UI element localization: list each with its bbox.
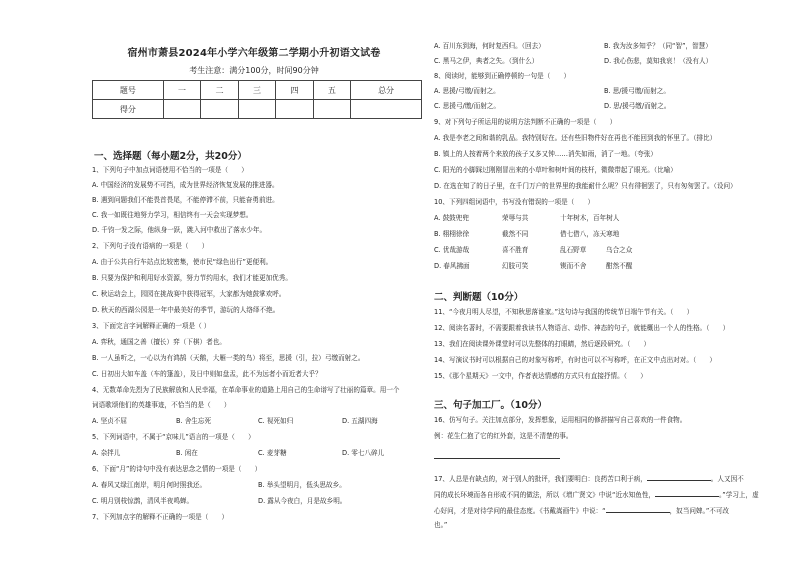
question-16-example: 例：花生仁抱了它的红外套，这是不清楚的事。 bbox=[434, 432, 573, 440]
option-7b: B. 我为汝多知乎？（同“智”，智慧） bbox=[604, 42, 712, 50]
judge-12: 12、阅读名著时，不需要跟着我读书人物语言、动作、神态的句子，就能概出一个人的性格。（ ） bbox=[434, 324, 730, 332]
score-cell: 一 bbox=[163, 81, 200, 100]
option-8b: B. 思/援弓缴/而射之。 bbox=[604, 87, 670, 95]
option-6b: B. 举头望明月，低头思故乡。 bbox=[258, 481, 346, 489]
option-1c: C. 我一如既往地努力学习，相信终有一天会实现梦想。 bbox=[92, 211, 253, 219]
question-17-line4: 也。” bbox=[434, 521, 448, 529]
option-4c: C. 视死如归 bbox=[258, 417, 294, 425]
option-10a-word: 十年树木，百年树人 bbox=[560, 214, 620, 222]
option-6c: C. 明月别枝惊鹊，清风半夜鸣蝉。 bbox=[92, 497, 194, 505]
score-input-cell[interactable] bbox=[238, 100, 275, 119]
score-cell: 二 bbox=[201, 81, 238, 100]
question-17-line3 bbox=[434, 505, 729, 516]
option-7d: D. 我心伤悲，莫知我哀！（没有人） bbox=[604, 57, 713, 65]
score-cell: 题号 bbox=[93, 81, 164, 100]
q17-text: 同的成长环境而各自形成不同的做法，所以《增广贤文》中说“近水知鱼性， bbox=[434, 491, 656, 499]
section-heading-choice: 一、选择题（每小题2分，共20分） bbox=[94, 151, 247, 162]
question-4: 4、无数革命先烈为了民族解放和人民幸福，在革命事业的道路上用自己的生命谱写了壮丽的篇章。用一个 bbox=[92, 386, 400, 394]
option-1a: A. 中国经济的发展势不可挡，成为世界经济恢复发展的推进器。 bbox=[92, 181, 279, 189]
option-7c: C. 黑马之伊，典者之失。（到什么） bbox=[434, 57, 539, 65]
score-input-cell[interactable] bbox=[351, 100, 422, 119]
option-10a-word: 荣辱与共 bbox=[502, 214, 529, 222]
answer-blank[interactable] bbox=[647, 473, 711, 481]
section-heading-sentence: 三、句子加工厂。（10分） bbox=[434, 400, 547, 411]
option-8d: D. 思/援弓缴/而射之。 bbox=[604, 102, 671, 110]
page-title: 宿州市萧县2024年小学六年级第二学期小升初语文试卷 bbox=[127, 48, 381, 59]
option-10b-word: B. 栩栩徐徐 bbox=[434, 230, 470, 238]
option-10a-word: A. 鼓鼓兜兜 bbox=[434, 214, 469, 222]
option-2c: C. 秋运动会上，园园在挑战赛中获得冠军，大家都为她鼓掌欢呼。 bbox=[92, 290, 286, 298]
question-7: 7、下列加点字的解释不正确的一项是（ ） bbox=[92, 513, 229, 521]
score-cell: 得分 bbox=[93, 100, 164, 119]
option-6d: D. 露从今夜白，月是故乡明。 bbox=[258, 497, 347, 505]
option-5c: C. 麦芽糖 bbox=[258, 449, 287, 457]
question-4-cont: 词语歌颂他们的英雄事迹，不恰当的是（ ） bbox=[92, 401, 231, 409]
option-10c-word: C. 优哉游哉 bbox=[434, 246, 470, 254]
option-10d-word: 锲而不舍 bbox=[560, 262, 587, 270]
question-2: 2、下列句子没有语病的一项是（ ） bbox=[92, 242, 209, 250]
option-10d-word: 幻肢可笑 bbox=[502, 262, 529, 270]
option-2b: B. 只要为保护和利用好水资源，努力节约用水，我们才能更加优秀。 bbox=[92, 274, 292, 282]
option-1b: B. 遇到问题我们不能畏首畏尾，不能停滞不前，只能奋勇前进。 bbox=[92, 196, 279, 204]
option-10b-word: 截然不同 bbox=[502, 230, 529, 238]
q17-text: 17、人总是有缺点的，对于别人的批评，我们要明白：良药苦口利于病， bbox=[434, 475, 647, 483]
q17-text: 。”学习上，虚 bbox=[719, 491, 759, 499]
judge-15: 15、《那个星期天》一文中，作者表达情感的方式只有直接抒情。（ ） bbox=[434, 372, 647, 380]
option-2d: D. 秋天的西湖公园是一年中最美好的季节，游玩的人络绎不绝。 bbox=[92, 306, 280, 314]
score-cell: 总分 bbox=[351, 81, 422, 100]
option-10c-word: 喜不胜育 bbox=[502, 246, 529, 254]
score-cell: 五 bbox=[313, 81, 350, 100]
option-6a: A. 春风又绿江南岸，明月何时照我还。 bbox=[92, 481, 207, 489]
option-5b: B. 闲在 bbox=[176, 449, 198, 457]
option-8c: C. 思援弓/缴/而射之。 bbox=[434, 102, 500, 110]
option-3a: A. 弈秋，通国之善（擅长）弈（下棋）者也。 bbox=[92, 338, 226, 346]
score-input-cell[interactable] bbox=[276, 100, 313, 119]
judge-13: 13、我们在阅读课外课堂时可以先整体的打眼睛，然后逐段研究。（ ） bbox=[434, 340, 651, 348]
question-1: 1、下列句子中加点词语使用不恰当的一项是（ ） bbox=[92, 166, 248, 174]
score-cell: 三 bbox=[238, 81, 275, 100]
option-9b: B. 镇上的人按着两个来放的孩子又多又钟……消失如雨，消了一地。（夸张） bbox=[434, 150, 658, 158]
option-2a: A. 由于公共自行车站点比较密集，使市民“绿色出行”更便利。 bbox=[92, 258, 273, 266]
option-4b: B. 舍生忘死 bbox=[176, 417, 212, 425]
score-input-cell[interactable] bbox=[313, 100, 350, 119]
option-3c: C. 日初出大如车盖（车的篷盖），及日中则如盘盂，此不为远者小而近者大乎？ bbox=[92, 370, 322, 378]
option-8a: A. 思援/弓缴/而射之。 bbox=[434, 87, 500, 95]
option-9c: C. 阳光的小脚踩过刚刚冒出来的小草叶和树叶间的枝杆，微微带起了眼光。（比喻） bbox=[434, 166, 677, 174]
score-cell: 四 bbox=[276, 81, 313, 100]
judge-11: 11、“今夜月明人尽望，不知秋思落谁家。”这句诗与我国的传统节日端午节有关。（ ） bbox=[434, 308, 694, 316]
option-1d: D. 千钧一发之际，他纵身一跃，跳入河中救出了落水少年。 bbox=[92, 226, 267, 234]
option-9d: D. 在选在知了的日子里，在千门万户的世界里的我能耐什么呢？只有徘徊罢了，只有匆匆罢了。（设问） bbox=[434, 182, 737, 190]
option-9a: A. 我是李老之间和谐的乳品。我特别好在。还有些旧物件好在再也不能回到我的怀里了。（排比） bbox=[434, 134, 717, 142]
option-10d-word: D. 春风拂面 bbox=[434, 262, 470, 270]
q17-text: 。人又因不 bbox=[710, 475, 744, 483]
answer-blank[interactable] bbox=[606, 505, 670, 513]
score-input-cell[interactable] bbox=[201, 100, 238, 119]
question-17-line2 bbox=[434, 489, 759, 500]
question-17-line1 bbox=[434, 473, 744, 484]
exam-notice: 考生注意：满分100分，时间90分钟 bbox=[189, 66, 319, 75]
option-4a: A. 坚贞不屈 bbox=[92, 417, 127, 425]
option-4d: D. 五湖四海 bbox=[342, 417, 378, 425]
score-table-header-row bbox=[93, 81, 422, 100]
answer-line-16[interactable] bbox=[434, 458, 560, 459]
judge-14: 14、写演议书时可以根据自己的对象写称呼，有时也可以不写称呼，在正文中点出对对。（ ） bbox=[434, 356, 717, 364]
option-5d: D. 零七八碎儿 bbox=[342, 449, 385, 457]
option-5a: A. 杂拌儿 bbox=[92, 449, 121, 457]
option-7a: A. 百川东到海，何时复西归。（回去） bbox=[434, 42, 545, 50]
question-16: 16、仿写句子。关注加点部分，发挥想象，运用相同的修辞描写自己喜欢的一件食物。 bbox=[434, 416, 687, 424]
option-10b-word: 借七借八，冻天寒地 bbox=[560, 230, 620, 238]
question-8: 8、阅读时，能够到正确停顿的一句是（ ） bbox=[434, 72, 571, 80]
q17-text: ，奴当问婢。”不可改 bbox=[669, 507, 730, 515]
score-table bbox=[92, 80, 422, 119]
section-heading-judge: 二、判断题（10分） bbox=[434, 292, 524, 303]
q17-text: 心好问，才是对待学问的最佳态度。《书戴嵩画牛》中说：“ bbox=[434, 507, 606, 515]
question-9: 9、对下列句子所运用的说明方法判断不正确的一项是（ ） bbox=[434, 118, 617, 126]
question-3: 3、下面完言字词解释正确的一项是（ ） bbox=[92, 322, 211, 330]
question-10: 10、下列四组词语中，书写没有错误的一项是（ ） bbox=[434, 198, 595, 206]
question-6: 6、下面“月”的诗句中没有表达思念之情的一项是（ ） bbox=[92, 465, 262, 473]
option-10d-word: 酣然不醒 bbox=[606, 262, 633, 270]
answer-blank[interactable] bbox=[655, 489, 719, 497]
score-input-cell[interactable] bbox=[163, 100, 200, 119]
option-10c-word: 乌合之众 bbox=[606, 246, 633, 254]
score-table-score-row bbox=[93, 100, 422, 119]
option-10c-word: 乱石野草 bbox=[560, 246, 587, 254]
question-5: 5、下列词语中，不属于“京味儿”语言的一项是（ ） bbox=[92, 433, 255, 441]
option-3b: B. 一人虽听之，一心以为有鸿鹄（天鹅，大雁一类的鸟）将至，思援（引，拉）弓缴而射之。 bbox=[92, 354, 365, 362]
